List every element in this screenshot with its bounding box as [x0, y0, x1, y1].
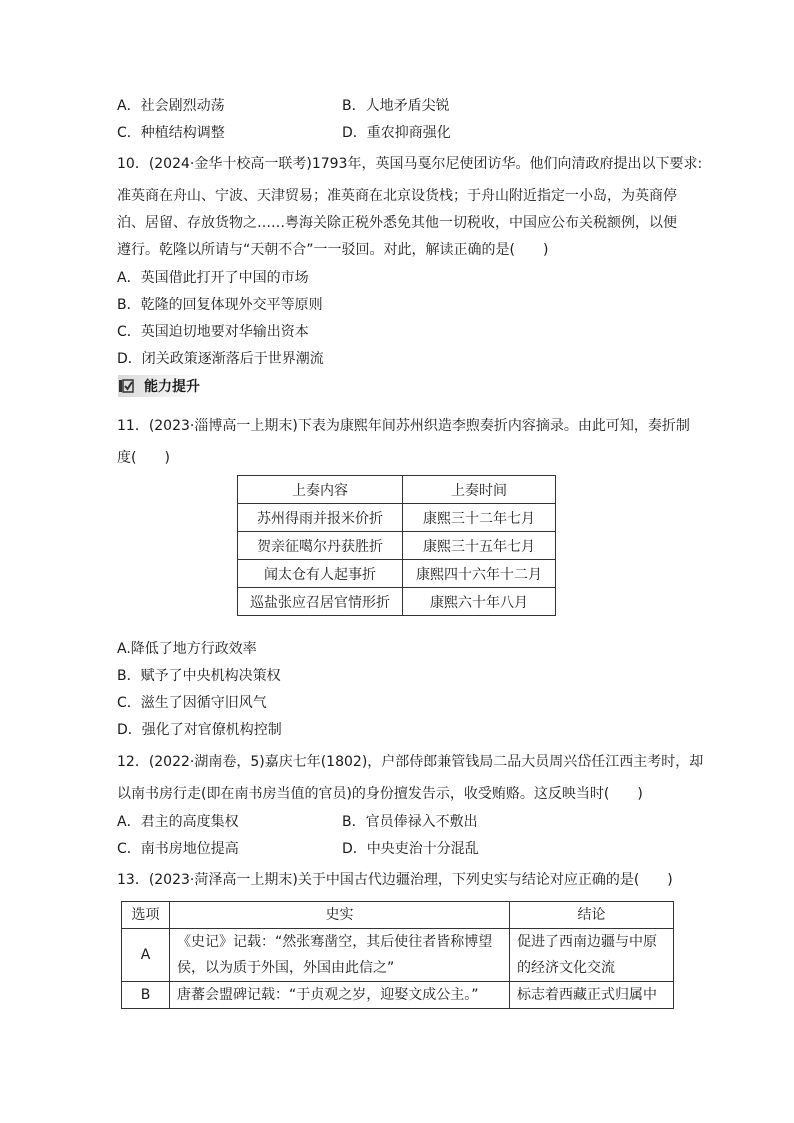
q13-stem: 13．(2023·菏泽高一上期末)关于中国古代边疆治理，下列史实与结论对应正确的是( ) — [117, 872, 673, 888]
q9-option-c[interactable]: C．种植结构调整 — [117, 125, 225, 141]
table-row — [238, 560, 556, 588]
table-row — [122, 929, 674, 982]
table-cell: 巡盐张应召居官情形折 — [238, 588, 403, 616]
q11-table — [237, 475, 556, 616]
table-cell: 康熙三十二年七月 — [403, 504, 556, 532]
q10-stem-line-4: 遵行。乾隆以所请与“天朝不合”一一驳回。对此，解读正确的是( ) — [117, 242, 549, 258]
q10-option-b[interactable]: B．乾隆的回复体现外交平等原则 — [117, 297, 323, 313]
q11-stem-line-2: 度( ) — [117, 450, 170, 466]
q10-stem-line-1: 10．(2024·金华十校高一联考)1793年，英国马戛尔尼使团访华。他们向清政府提出以下要求: — [117, 156, 703, 172]
conclusion-line: 的经济文化交流 — [517, 960, 615, 976]
table-header-conclusion: 结论 — [510, 902, 674, 929]
fact-line: 侯，以为质于外国，外国由此信之” — [177, 960, 395, 976]
q10-stem-line-2: 准英商在舟山、宁波、天津贸易；准英商在北京设货栈；于舟山附近指定一小岛，为英商停 — [117, 188, 677, 204]
q10-option-c[interactable]: C．英国迫切地要对华输出资本 — [117, 324, 309, 340]
q12-options-row1 — [117, 811, 478, 831]
table-cell: 闻太仓有人起事折 — [238, 560, 403, 588]
table-cell-conclusion: 标志着西藏正式归属中 — [510, 982, 674, 1009]
q12-option-d[interactable]: D．中央吏治十分混乱 — [342, 841, 479, 857]
q9-option-a[interactable]: A．社会剧烈动荡 — [117, 98, 225, 114]
q9-options-row2 — [117, 122, 451, 142]
table-header-row — [238, 476, 556, 504]
q9-options-row1 — [117, 95, 450, 115]
q9-option-d[interactable]: D．重农抑商强化 — [342, 125, 451, 141]
table-row — [122, 982, 674, 1009]
table-row — [238, 504, 556, 532]
fact-line: 《史记》记载：“然张骞凿空，其后使往者皆称博望 — [177, 934, 493, 950]
table-header-content: 上奏内容 — [238, 476, 403, 504]
table-cell: 康熙四十六年十二月 — [403, 560, 556, 588]
q12-stem-line-2: 以南书房行走(即在南书房当值的官员)的身份擅发告示，收受贿赂。这反映当时( ) — [117, 786, 643, 802]
conclusion-line: 促进了西南边疆与中原 — [517, 934, 657, 950]
table-cell: 康熙三十五年七月 — [403, 532, 556, 560]
q12-option-a[interactable]: A．君主的高度集权 — [117, 814, 239, 830]
q10-option-d[interactable]: D．闭关政策逐渐落后于世界潮流 — [117, 351, 324, 367]
q12-option-b[interactable]: B．官员俸禄入不敷出 — [342, 814, 478, 830]
q11-stem-line-1: 11．(2023·淄博高一上期末)下表为康熙年间苏州织造李煦奏折内容摘录。由此可知，奏折制 — [117, 418, 690, 434]
checkbox-icon — [118, 378, 134, 394]
table-cell-fact: 唐蕃会盟碑记载：“于贞观之岁，迎娶文成公主。” — [170, 982, 510, 1009]
section-header — [118, 375, 200, 397]
table-header-time: 上奏时间 — [403, 476, 556, 504]
q11-option-d[interactable]: D．强化了对官僚机构控制 — [117, 722, 282, 738]
q11-option-b[interactable]: B．赋予了中央机构决策权 — [117, 668, 281, 684]
table-header-fact: 史实 — [170, 902, 510, 929]
table-cell-option: A — [122, 929, 170, 982]
table-cell-fact — [170, 929, 510, 982]
q13-table — [121, 901, 674, 1009]
table-header-option: 选项 — [122, 902, 170, 929]
q12-option-c[interactable]: C．南书房地位提高 — [117, 841, 239, 857]
table-cell: 苏州得雨并报米价折 — [238, 504, 403, 532]
table-cell: 康熙六十年八月 — [403, 588, 556, 616]
table-cell-conclusion — [510, 929, 674, 982]
table-cell-option: B — [122, 982, 170, 1009]
q9-option-b[interactable]: B．人地矛盾尖锐 — [342, 98, 450, 114]
q11-option-c[interactable]: C．滋生了因循守旧风气 — [117, 695, 267, 711]
table-row — [238, 588, 556, 616]
table-row — [238, 532, 556, 560]
table-cell: 贺亲征噶尔丹获胜折 — [238, 532, 403, 560]
section-title: 能力提升 — [118, 375, 200, 397]
q10-option-a[interactable]: A．英国借此打开了中国的市场 — [117, 270, 309, 286]
q10-stem-line-3: 泊、居留、存放货物之……粤海关除正税外悉免其他一切税收，中国应公布关税额例，以便 — [117, 215, 677, 231]
q12-stem-line-1: 12．(2022·湖南卷，5)嘉庆七年(1802)，户部侍郎兼管钱局二品大员周兴岱任江西主考时，却 — [117, 754, 704, 770]
q12-options-row2 — [117, 838, 479, 858]
q11-option-a[interactable]: A.降低了地方行政效率 — [117, 641, 257, 657]
table-header-row — [122, 902, 674, 929]
